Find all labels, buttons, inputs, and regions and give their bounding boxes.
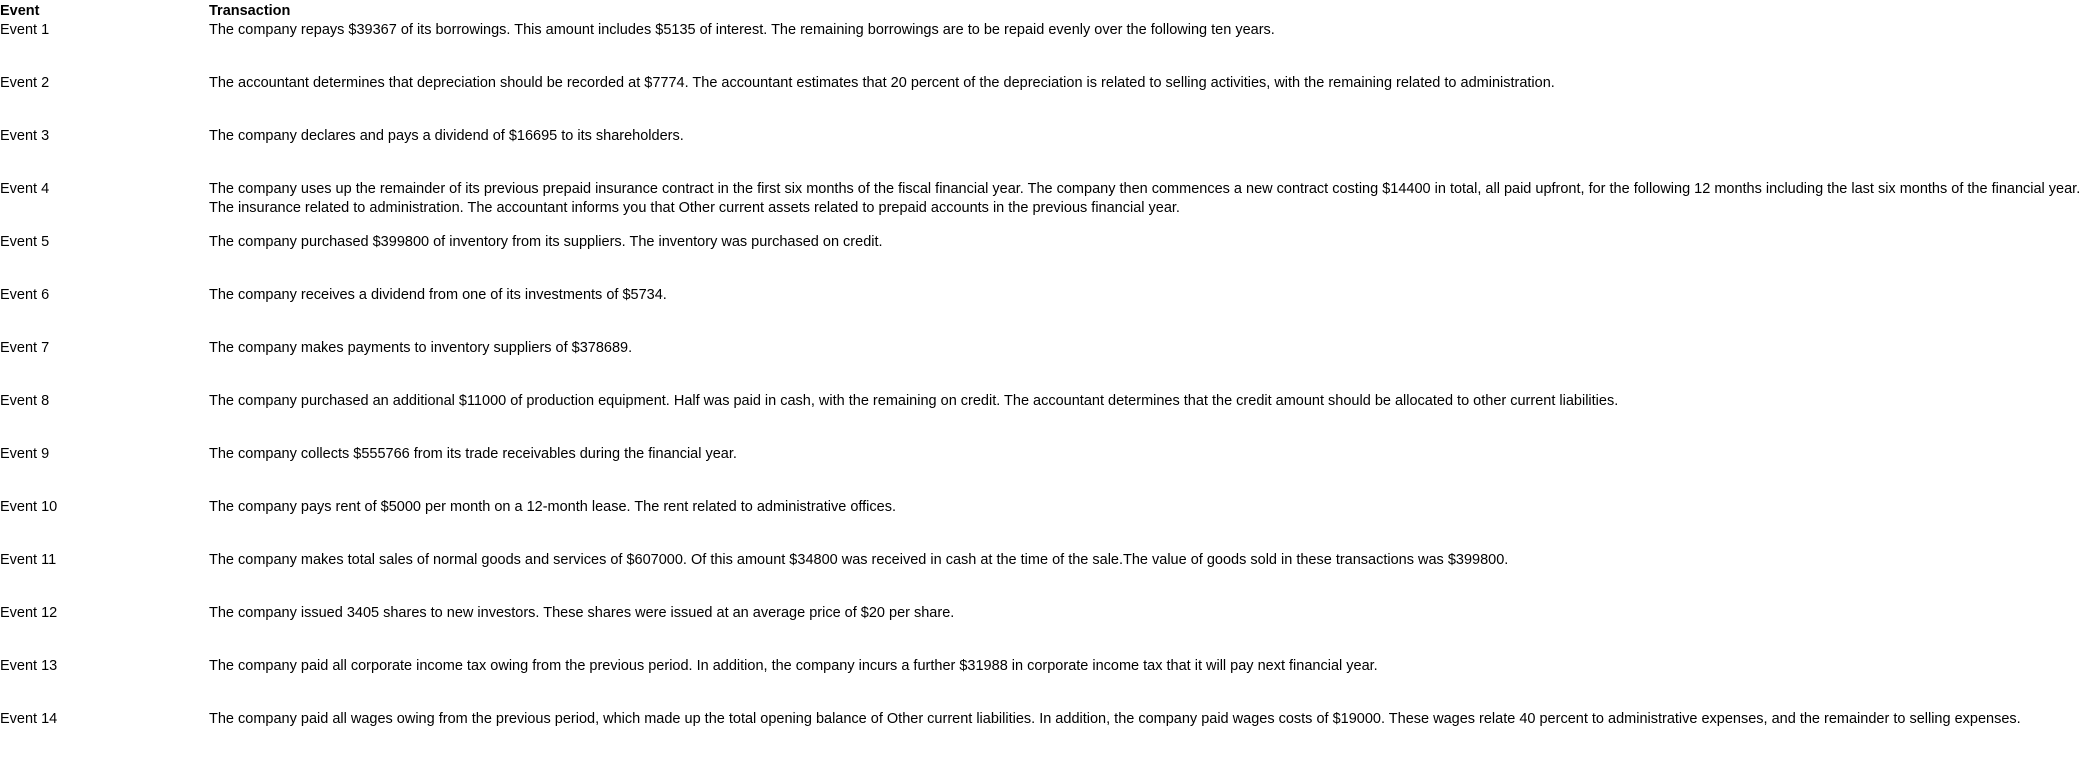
event-label-cell[interactable]: Event 2	[0, 75, 50, 91]
event-row	[0, 339, 2094, 392]
event-label-cell[interactable]: Event 13	[0, 658, 58, 674]
transaction-cell[interactable]: The company makes payments to inventory suppliers of $378689.	[209, 340, 633, 356]
event-row	[0, 286, 2094, 339]
transaction-cell[interactable]: The company collects $555766 from its trade receivables during the financial year.	[209, 446, 737, 462]
event-row	[0, 551, 2094, 604]
event-label-cell[interactable]: Event 7	[0, 340, 50, 356]
transaction-cell[interactable]: The company paid all wages owing from the previous period, which made up the total opening balance of Other current liabilities. In addition, the company paid wages costs of $19000. These wages relate 40 percent to administrative expenses, and the remainder to selling expenses.	[209, 711, 2021, 727]
transaction-cell[interactable]: The company receives a dividend from one of its investments of $5734.	[209, 287, 667, 303]
event-label-cell[interactable]: Event 3	[0, 128, 50, 144]
event-row	[0, 233, 2094, 286]
transaction-cell[interactable]: The company paid all corporate income tax owing from the previous period. In addition, the company incurs a further $31988 in corporate income tax that it will pay next financial year.	[209, 658, 1378, 674]
event-row	[0, 74, 2094, 127]
event-label-cell[interactable]: Event 4	[0, 181, 50, 197]
transaction-cell[interactable]: The company repays $39367 of its borrowings. This amount includes $5135 of interest. The remaining borrowings are to be repaid evenly over the following ten years.	[209, 22, 1275, 38]
transaction-cell[interactable]: The company purchased $399800 of inventory from its suppliers. The inventory was purchased on credit.	[209, 234, 883, 250]
event-label-cell[interactable]: Event 10	[0, 499, 58, 515]
event-row	[0, 445, 2094, 498]
event-label-cell[interactable]: Event 14	[0, 711, 58, 727]
event-row	[0, 710, 2094, 763]
transaction-cell[interactable]: The company makes total sales of normal goods and services of $607000. Of this amount $34800 was received in cash at the time of the sale.The value of goods sold in these transactions was $399800.	[209, 552, 1509, 568]
event-column-header[interactable]: Event	[0, 3, 40, 19]
event-label-cell[interactable]: Event 5	[0, 234, 50, 250]
event-label-cell[interactable]: Event 1	[0, 22, 50, 38]
transaction-cell[interactable]: The company pays rent of $5000 per month on a 12-month lease. The rent related to administrative offices.	[209, 499, 896, 515]
header-row	[0, 2, 2094, 20]
event-label-cell[interactable]: Event 12	[0, 605, 58, 621]
event-label-cell[interactable]: Event 11	[0, 552, 57, 568]
event-row	[0, 21, 2094, 74]
event-row	[0, 180, 2094, 233]
transaction-cell[interactable]: The company purchased an additional $11000 of production equipment. Half was paid in cash, with the remaining on credit. The accountant determines that the credit amount should be allocated to other current liabilities.	[209, 393, 1619, 409]
event-label-cell[interactable]: Event 8	[0, 393, 50, 409]
event-row	[0, 657, 2094, 710]
event-label-cell[interactable]: Event 9	[0, 446, 50, 462]
transaction-cell[interactable]: The company issued 3405 shares to new investors. These shares were issued at an average price of $20 per share.	[209, 605, 955, 621]
event-row	[0, 127, 2094, 180]
transaction-column-header[interactable]: Transaction	[209, 3, 291, 19]
transaction-cell[interactable]: The company uses up the remainder of its previous prepaid insurance contract in the first six months of the fiscal financial year. The company then commences a new contract costing $14400 in total, all paid upfront, for the following 12 months including the last six months of the financial year. The insurance related to administration. The accountant informs you that Other current assets related to prepaid accounts in the previous financial year.	[209, 181, 2081, 216]
event-row	[0, 498, 2094, 551]
transaction-cell[interactable]: The accountant determines that depreciation should be recorded at $7774. The accountant estimates that 20 percent of the depreciation is related to selling activities, with the remaining related to administration.	[209, 75, 1555, 91]
transaction-cell[interactable]: The company declares and pays a dividend of $16695 to its shareholders.	[209, 128, 684, 144]
event-label-cell[interactable]: Event 6	[0, 287, 50, 303]
event-row	[0, 604, 2094, 657]
event-row	[0, 392, 2094, 445]
